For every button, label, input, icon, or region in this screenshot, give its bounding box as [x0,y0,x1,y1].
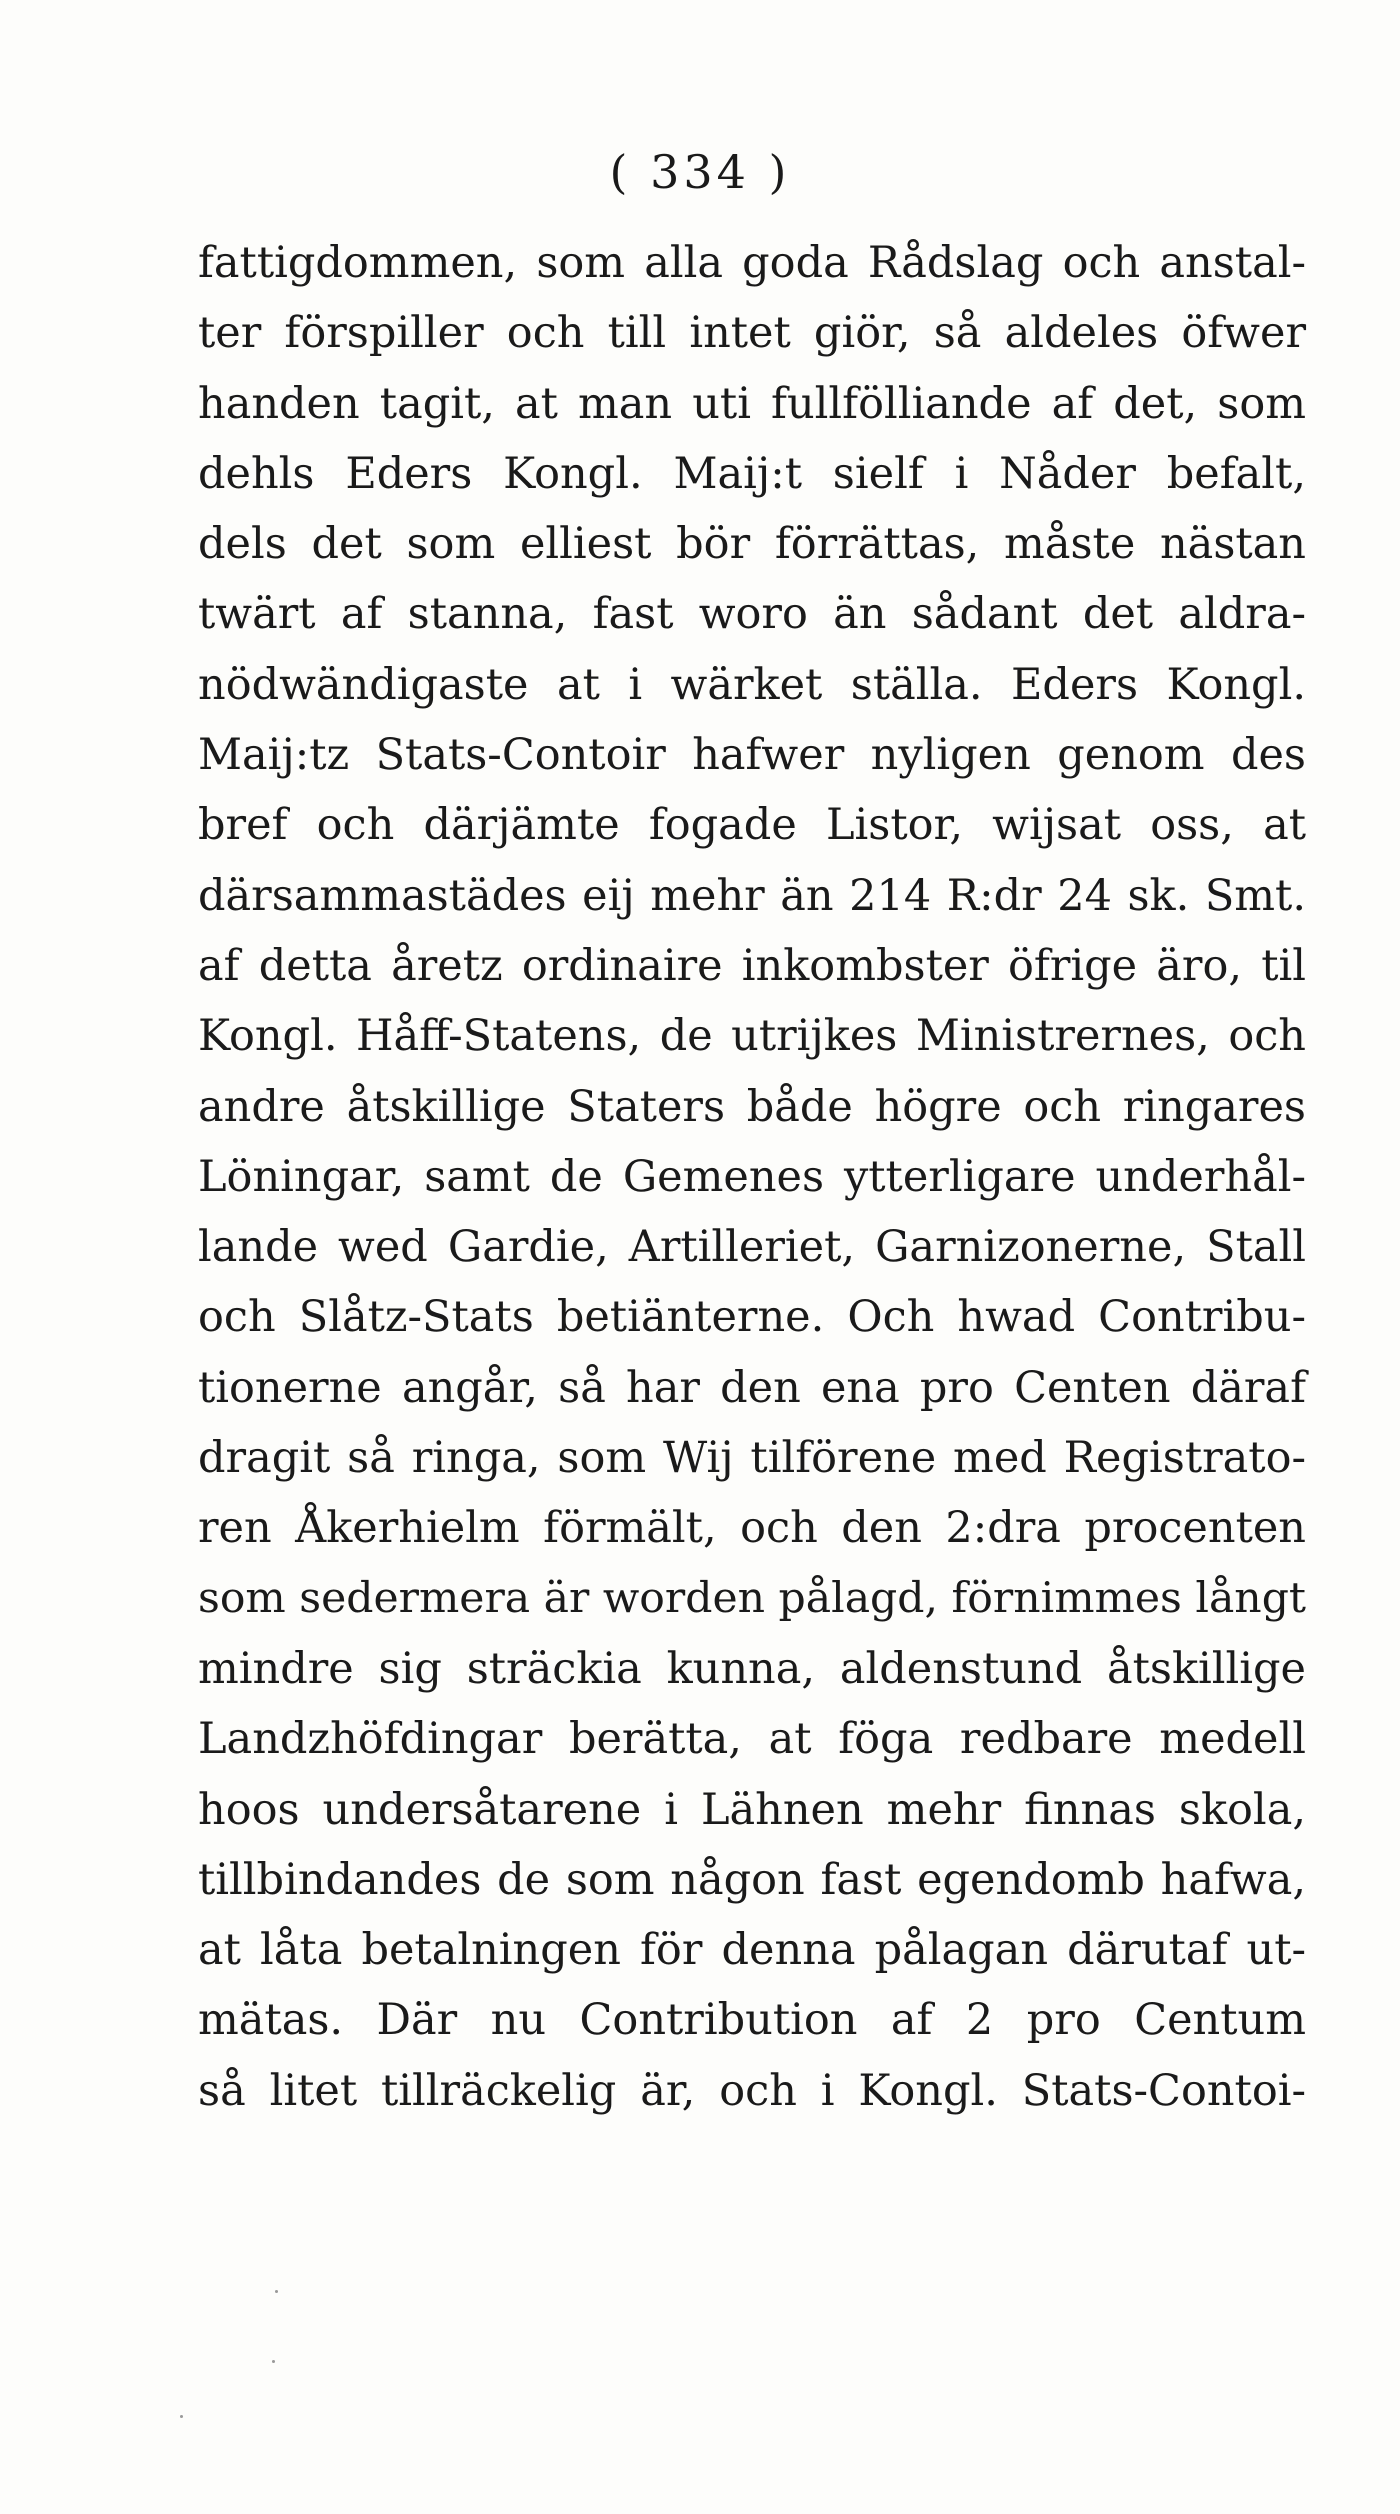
text-line: dragit så ringa, som Wij tilförene med Registrato- [198,1433,1306,1484]
text-line: mätas. Där nu Contribution af 2 pro Centum [198,1995,1306,2046]
text-line: fattigdommen, som alla goda Rådslag och anstal- [198,238,1306,288]
text-line: dehls Eders Kongl. Maij:t sielf i Nåder befalt, [198,448,1306,499]
page-number: ( 334 ) [609,145,791,199]
text-line: twärt af stanna, fast woro än sådant det aldra- [198,589,1306,640]
text-line: lande wed Gardie, Artilleriet, Garnizonerne, Stall [198,1222,1306,1273]
text-line: nödwändigaste at i wärket ställa. Eders Kongl. [198,659,1306,710]
text-line: som sedermera är worden pålagd, förnimmes långt [198,1573,1306,1623]
text-line: därsammastädes eij mehr än 214 R:dr 24 sk. Smt. [198,870,1306,921]
print-speck [275,2290,278,2293]
text-line: Landzhöfdingar berätta, at föga redbare medell [198,1714,1306,1765]
print-speck [272,2360,275,2363]
text-line: så litet tillräckelig är, och i Kongl. Stats-Contoi- [198,2065,1306,2116]
text-line: handen tagit, at man uti fullfölliande af det, som [198,378,1306,429]
text-line: tillbindandes de som någon fast egendomb hafwa, [198,1854,1306,1905]
text-line: Löningar, samt de Gemenes ytterligare underhål- [198,1151,1306,1202]
text-line: ren Åkerhielm förmält, och den 2:dra procenten [198,1503,1306,1554]
text-line: at låta betalningen för denna pålagan därutaf ut- [198,1925,1306,1976]
text-line: Kongl. Håff-Statens, de utrijkes Ministrernes, och [198,1011,1306,1062]
text-line: hoos undersåtarene i Lähnen mehr finnas skola, [198,1784,1306,1835]
text-line: andre åtskillige Staters både högre och ringares [198,1081,1306,1132]
print-speck [180,2415,183,2418]
text-line: mindre sig sträckia kunna, aldenstund åtskillige [198,1643,1306,1694]
text-line: och Slåtz-Stats betiänterne. Och hwad Contribu- [198,1292,1306,1343]
text-line: tionerne angår, så har den ena pro Centen däraf [198,1362,1306,1413]
text-line: bref och därjämte fogade Listor, wijsat oss, at [198,800,1306,851]
text-line: Maij:tz Stats-Contoir hafwer nyligen genom des [198,730,1306,781]
text-line: ter förspiller och till intet giör, så aldeles öfwer [198,308,1306,359]
body-text [198,228,1306,2126]
text-line: dels det som elliest bör förrättas, måste nästan [198,519,1306,570]
text-line: af detta åretz ordinaire inkombster öfrige äro, til [198,940,1306,991]
